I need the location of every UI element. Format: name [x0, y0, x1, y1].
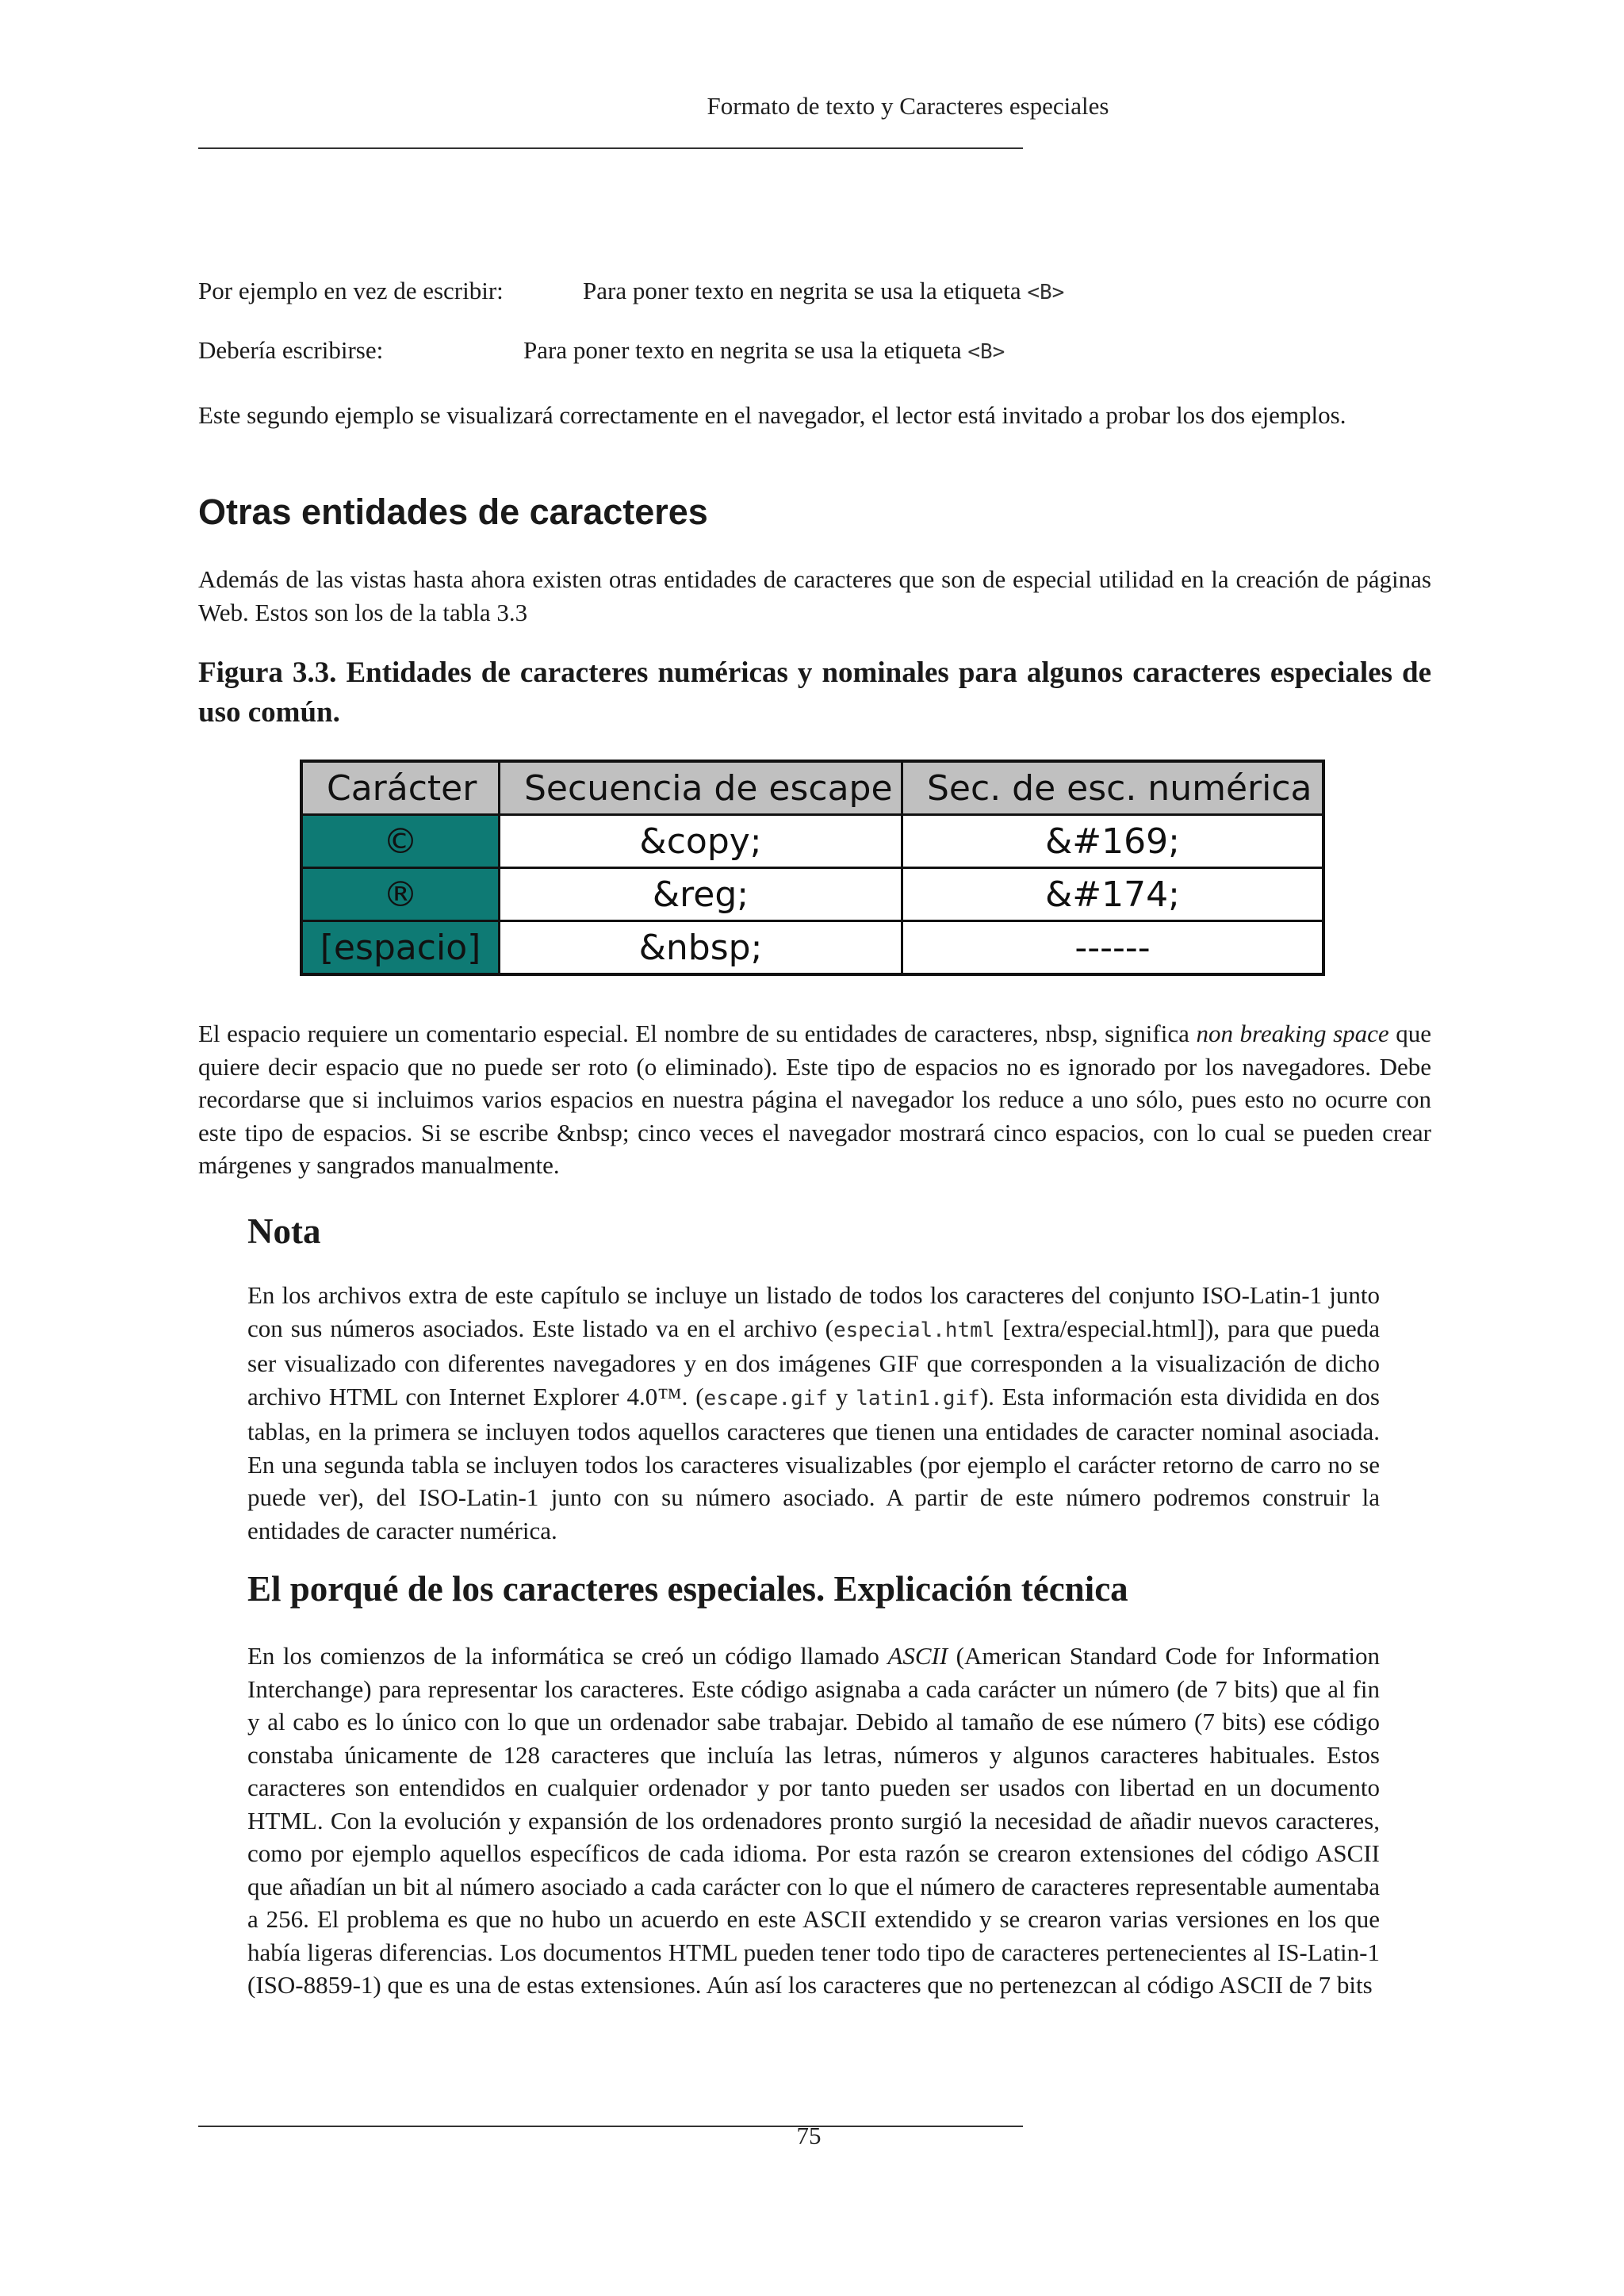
- section-paragraph: Además de las vistas hasta ahora existen otras entidades de caracteres que son de especial utilidad en la creación de páginas Web. Estos son los de la tabla 3.3: [198, 565, 1431, 626]
- technical-paragraph: En los comienzos de la informática se creó un código llamado ASCII (American Standard Code for Information Interchange) para representar los caracteres. Este código asignaba a cada carácter un número (de 7 bits) que al fin y al cabo es lo único con lo que un ordenador sabe trabajar. Debido al tamaño de ese número (7 bits) ese código constaba únicamente de 128 caracteres que incluía las letras, números y algunos caracteres habituales. Estos caracteres son entendidos en cualquier ordenador y por tanto pueden ser usados con libertad en un documento HTML. Con la evolución y expansión de los ordenadores pronto surgió la necesidad de añadir nuevos caracteres, como por ejemplo aquellos específicos de cada idioma. Por esta razón se crearon extensiones del código ASCII que añadían un bit al número asociado a cada carácter con lo que el número de caracteres representable aumentaba a 256. El problema es que no hubo un acuerdo en este ASCII extendido y se crearon varias versiones en los que había ligeras diferencias. Los documentos HTML pueden tener todo tipo de caracteres pertenecientes al IS-Latin-1 (ISO-8859-1) que es una de estas extensiones. Aún así los caracteres que no pertenezcan al código ASCII de 7 bits: [247, 1642, 1380, 1999]
- code-tag: <B>: [967, 340, 1005, 364]
- page-number: 75: [796, 2122, 822, 2149]
- emphasis: non breaking space: [1196, 1020, 1389, 1047]
- numeric-cell: ------: [902, 921, 1324, 975]
- table-header-row: [301, 761, 1323, 815]
- example-label: Por ejemplo en vez de escribir:: [198, 277, 504, 304]
- filename: escape.gif: [703, 1386, 829, 1410]
- nbsp-paragraph: El espacio requiere un comentario especial. El nombre de su entidades de caracteres, nbsp, significa non breaking space que quiere decir espacio que no puede ser roto (o eliminado). Este tipo de espacios no es ignorado por los navegadores. Debe recordarse que si incluimos varios espacios en nuestra página el navegador los reduce a uno sólo, pues esto no ocurre con este tipo de espacios. Si se escribe &nbsp; cinco veces el navegador mostrará cinco espacios, con lo cual se pueden crear márgenes y sangrados manualmente.: [198, 1020, 1431, 1179]
- note-paragraph: En los archivos extra de este capítulo se incluye un listado de todos los caracteres del conjunto ISO-Latin-1 junto con sus números asociados. Este listado va en el archivo (especial.html [extra/especial.html]), para que pueda ser visualizado con diferentes navegadores y en dos imágenes GIF que corresponden a la visualización de dicho archivo HTML con Internet Explorer 4.0™. (escape.gif y latin1.gif). Esta información esta dividida en dos tablas, en la primera se incluyen todos aquellos caracteres que tienen una entidades de caracter nominal asociada. En una segunda tabla se incluyen todos los caracteres visualizables (por ejemplo el carácter retorno de carro no se puede ver), del ISO-Latin-1 junto con su número asociado. A partir de este número podremos construir la entidades de caracter numérica.: [247, 1281, 1380, 1544]
- figure-caption: Figura 3.3. Entidades de caracteres numéricas y nominales para algunos caracteres especiales de uso común.: [198, 656, 1431, 729]
- example-text: Para poner texto en negrita se usa la etiqueta <B>: [523, 336, 1005, 364]
- escape-cell: &reg;: [500, 868, 902, 921]
- example-label: Debería escribirse:: [198, 336, 384, 364]
- note-title: Nota: [247, 1211, 321, 1251]
- char-cell: ©: [301, 815, 500, 868]
- filename: especial.html: [833, 1318, 995, 1342]
- char-cell: [espacio]: [301, 921, 500, 975]
- escape-cell: &copy;: [500, 815, 902, 868]
- emphasis: ASCII: [887, 1642, 948, 1670]
- column-header: Secuencia de escape: [500, 761, 902, 815]
- table-row: [301, 815, 1323, 868]
- escape-cell: &nbsp;: [500, 921, 902, 975]
- header-rule: [198, 147, 1023, 149]
- example-text: Para poner texto en negrita se usa la etiqueta <B>: [583, 277, 1065, 304]
- numeric-cell: &#174;: [902, 868, 1324, 921]
- numeric-cell: &#169;: [902, 815, 1324, 868]
- column-header: Sec. de esc. numérica: [902, 761, 1324, 815]
- section-heading-entities: Otras entidades de caracteres: [198, 492, 708, 532]
- code-tag: <B>: [1027, 281, 1065, 304]
- column-header: Carácter: [301, 761, 500, 815]
- table-row: [301, 921, 1323, 975]
- filename: latin1.gif: [856, 1386, 980, 1410]
- running-header: Formato de texto y Caracteres especiales: [707, 92, 1109, 120]
- section-heading-technical: El porqué de los caracteres especiales. Explicación técnica: [247, 1569, 1128, 1609]
- table-row: [301, 868, 1323, 921]
- char-cell: ®: [301, 868, 500, 921]
- entities-table: [300, 760, 1325, 976]
- intro-paragraph: Este segundo ejemplo se visualizará correctamente en el navegador, el lector está invitado a probar los dos ejemplos.: [198, 401, 1346, 429]
